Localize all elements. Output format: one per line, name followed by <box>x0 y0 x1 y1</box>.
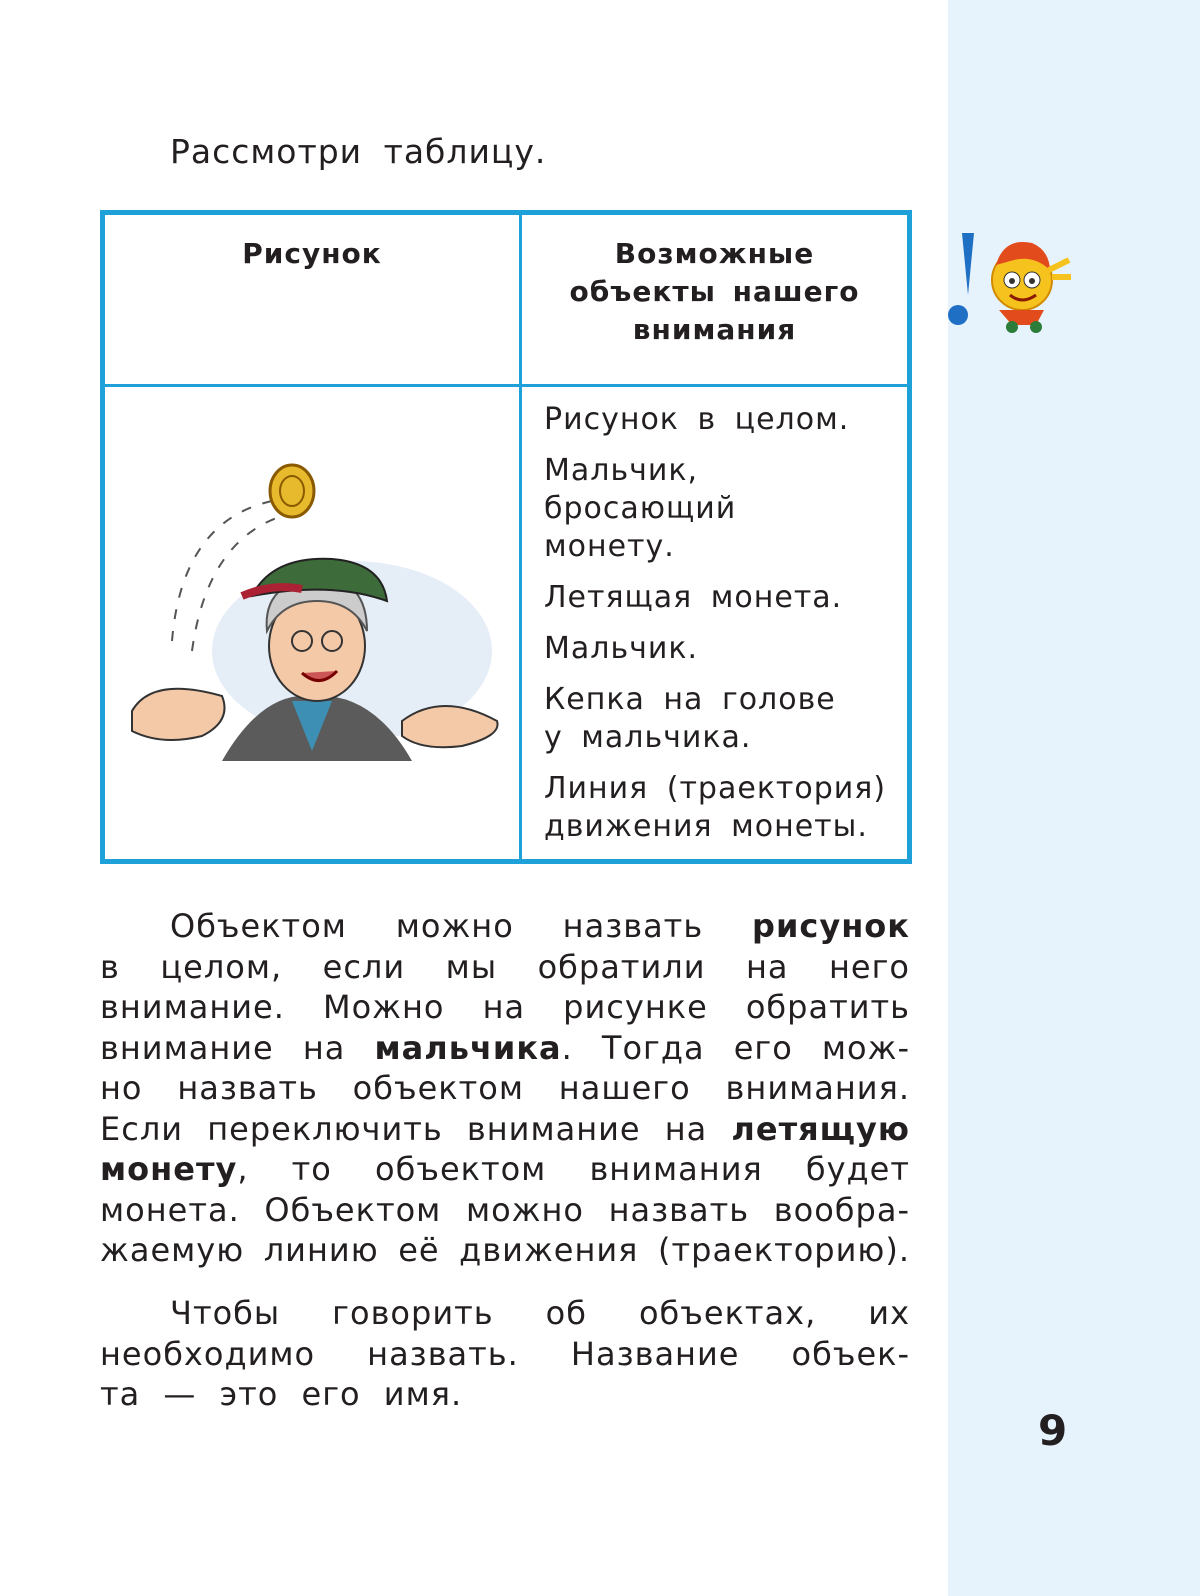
exclamation-mascot-icon <box>944 225 1074 335</box>
paragraph-line: Объектом можно назвать рисунок <box>170 907 910 945</box>
table-body-row <box>103 386 910 862</box>
list-item-line: Летящая монета. <box>544 580 843 615</box>
paragraph-line: жаемую линию её движения (траекторию). <box>100 1231 910 1269</box>
paragraph-naming <box>100 1293 910 1415</box>
list-item-line: Рисунок в целом. <box>544 402 850 437</box>
list-item-line: монету. <box>544 529 675 564</box>
list-item <box>544 579 895 617</box>
paragraph-line: Чтобы говорить об объектах, их <box>170 1294 910 1332</box>
list-item <box>544 681 895 757</box>
objects-list-cell <box>521 386 910 862</box>
table-header-row <box>103 213 910 386</box>
list-item-line: движения монеты. <box>544 809 868 844</box>
picture-cell <box>103 386 521 862</box>
list-item-line: Кепка на голове <box>544 682 836 717</box>
header-objects <box>521 213 910 386</box>
paragraph-line: внимание. Можно на рисунке обратить <box>100 988 910 1026</box>
header-objects-line: внимания <box>632 313 797 346</box>
objects-table <box>100 210 912 864</box>
list-item <box>544 452 895 566</box>
list-item-line: Линия (траектория) <box>544 771 887 806</box>
list-item <box>544 630 895 668</box>
header-objects-line: Возможные <box>614 237 815 270</box>
paragraph-line: необходимо назвать. Название объек- <box>100 1334 910 1373</box>
paragraph-line: монета. Объектом можно назвать вообра- <box>100 1190 910 1229</box>
paragraph-line: внимание на мальчика. Тогда его мож- <box>100 1028 911 1067</box>
list-item <box>544 770 895 846</box>
paragraph-line: в целом, если мы обратили на него <box>100 947 910 986</box>
paragraph-line: но назвать объектом нашего внимания. <box>100 1069 910 1107</box>
list-item-line: у мальчика. <box>544 720 752 755</box>
boy-tossing-coin-illustration <box>112 461 512 781</box>
list-item-line: Мальчик, бросающий <box>544 453 737 526</box>
paragraph-line: монету, то объектом внимания будет <box>100 1150 910 1188</box>
paragraph-line: та — это его имя. <box>100 1375 463 1413</box>
header-objects-line: объекты нашего <box>569 275 860 308</box>
paragraph-line: Если переключить внимание на летящую <box>100 1109 910 1148</box>
intro-text: Рассмотри таблицу. <box>170 132 547 171</box>
list-item-line: Мальчик. <box>544 631 699 666</box>
page-number: 9 <box>1038 1406 1068 1455</box>
header-picture: Рисунок <box>103 213 521 386</box>
list-item <box>544 401 895 439</box>
paragraph-objects <box>100 906 910 1271</box>
